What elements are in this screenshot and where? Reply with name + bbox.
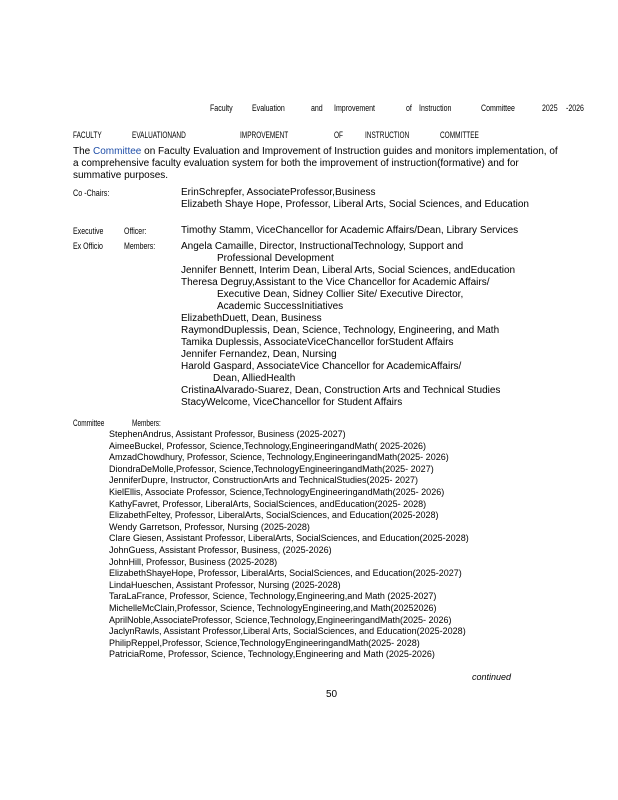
intro-line — [73, 146, 558, 158]
running-header-word: Improvement — [334, 103, 375, 113]
co-chairs-list — [181, 187, 529, 211]
committee-member: Wendy Garretson, Professor, Nursing (2025-2028) — [109, 521, 310, 532]
committee-member: AimeeBuckel, Professor, Science,Technology,EngineeringandMath( 2025-2026) — [109, 440, 427, 451]
ex-officio-line: Jennifer Bennett, Interim Dean, Liberal Arts, Social Sciences, andEducation — [181, 265, 516, 276]
running-header-word: Instruction — [419, 103, 452, 113]
section-heading-word: EVALUATIONAND — [132, 130, 186, 140]
ex-officio-line: StacyWelcome, ViceChancellor for Student Affairs — [181, 397, 403, 408]
committee-members-label: Members: — [132, 418, 161, 428]
running-header-word: Faculty — [210, 103, 233, 113]
continued-note: continued — [472, 672, 512, 682]
committee-member: TaraLaFrance, Professor, Science, Technology,Engineering,and Math (2025-2027) — [109, 591, 437, 602]
intro-paragraph — [73, 146, 558, 182]
officer-label: Officer: — [124, 226, 147, 236]
committee-member: Clare Giesen, Assistant Professor, LiberalArts, SocialSciences, and Education(2025-2028) — [109, 533, 469, 544]
ex-officio-line: ElizabethDuett, Dean, Business — [181, 313, 322, 324]
committee-link[interactable]: Committee — [93, 146, 142, 157]
committee-member: JohnHill, Professor, Business (2025-2028) — [109, 556, 278, 567]
section-heading-word: INSTRUCTION — [365, 130, 410, 140]
ex-officio-line: Executive Dean, Sidney Collier Site/ Executive Director, — [217, 289, 464, 300]
section-heading-word: FACULTY — [73, 130, 102, 140]
ex-officio-list — [181, 241, 515, 409]
executive-officer-value: Timothy Stamm, ViceChancellor for Academic Affairs/Dean, Library Services — [181, 225, 519, 236]
committee-member: MichelleMcClain,Professor, Science, TechnologyEngineering,and Math(20252026) — [109, 602, 437, 613]
committee-member: ElizabethFeltey, Professor, LiberalArts, SocialSciences, and Education(2025-2028) — [109, 510, 439, 521]
ex-officio-line: Theresa Degruy,Assistant to the Vice Chancellor for Academic Affairs/ — [181, 277, 490, 288]
committee-member: KathyFavret, Professor, LiberalArts, SocialSciences, andEducation(2025- 2028) — [109, 498, 427, 509]
committee-member: DiondraDeMolle,Professor, Science,TechnologyEngineeringandMath(2025- 2027) — [109, 463, 434, 474]
ex-officio-line: CristinaAlvarado-Suarez, Dean, Construction Arts and Technical Studies — [181, 385, 501, 396]
running-header-word: Committee — [481, 103, 515, 113]
running-header-word: and — [311, 103, 323, 113]
section-heading-word: COMMITTEE — [440, 130, 479, 140]
section-heading-word: OF — [334, 130, 343, 140]
intro-line1-rest: on Faculty Evaluation and Improvement of Instruction guides and monitors implementation, of — [141, 146, 558, 157]
committee-member: JenniferDupre, Instructor, ConstructionArts and TechnicalStudies(2025- 2027) — [109, 475, 419, 486]
co-chair: ErinSchrepfer, AssociateProfessor,Business — [181, 187, 376, 198]
running-header-word: -2026 — [566, 103, 584, 113]
running-header-word: Evaluation — [252, 103, 285, 113]
committee-label: Committee — [73, 418, 105, 428]
committee-member: ElizabethShayeHope, Professor, LiberalArts, SocialSciences, and Education(2025-2027) — [109, 568, 462, 579]
ex-officio-members-label: Members: — [124, 241, 156, 251]
running-header-word: 2025 — [542, 103, 558, 113]
committee-member: AmzadChowdhury, Professor, Science, Technology,EngineeringandMath(2025- 2026) — [109, 452, 449, 463]
ex-officio-line: Dean, AlliedHealth — [213, 373, 296, 384]
intro-prefix: The — [73, 146, 94, 157]
committee-list — [109, 429, 469, 661]
committee-member: LindaHueschen, Assistant Professor, Nursing (2025-2028) — [109, 579, 341, 590]
committee-member: PhilipReppel,Professor, Science,TechnologyEngineeringandMath(2025- 2028) — [109, 637, 420, 648]
ex-officio-line: Jennifer Fernandez, Dean, Nursing — [181, 349, 337, 360]
committee-member: StephenAndrus, Assistant Professor, Business (2025-2027) — [109, 429, 346, 439]
ex-officio-label: Ex Officio — [73, 241, 103, 251]
intro-line: summative purposes. — [73, 170, 169, 181]
committee-member: AprilNoble,AssociateProfessor, Science,Technology,EngineeringandMath(2025- 2026) — [109, 614, 452, 625]
running-header-word: of — [406, 103, 412, 113]
intro-line: a comprehensive faculty evaluation system for both the improvement of instruction(formative) and for — [73, 158, 519, 169]
committee-member: KielEllis, Associate Professor, Science,TechnologyEngineeringandMath(2025- 2026) — [109, 486, 445, 497]
ex-officio-line: Academic SuccessInitiatives — [217, 301, 344, 312]
executive-label: Executive — [73, 226, 104, 236]
ex-officio-line: Angela Camaille, Director, InstructionalTechnology, Support and — [181, 241, 464, 252]
committee-member: JohnGuess, Assistant Professor, Business, (2025-2026) — [109, 544, 332, 555]
committee-member: JaclynRawls, Assistant Professor,Liberal Arts, SocialSciences, and Education(2025-2028) — [109, 626, 466, 637]
ex-officio-line: RaymondDuplessis, Dean, Science, Technology, Engineering, and Math — [181, 325, 500, 336]
committee-member: PatriciaRome, Professor, Science, Technology,Engineering and Math (2025-2026) — [109, 649, 435, 660]
ex-officio-line: Harold Gaspard, AssociateVice Chancellor for AcademicAffairs/ — [181, 361, 462, 372]
ex-officio-line: Professional Development — [217, 253, 334, 264]
section-heading-word: IMPROVEMENT — [240, 130, 289, 140]
page-number: 50 — [326, 689, 338, 700]
co-chair: Elizabeth Shaye Hope, Professor, Liberal Arts, Social Sciences, and Education — [181, 199, 529, 210]
ex-officio-line: Tamika Duplessis, AssociateViceChancellor forStudent Affairs — [181, 337, 454, 348]
co-chairs-label: Co -Chairs: — [73, 188, 110, 198]
